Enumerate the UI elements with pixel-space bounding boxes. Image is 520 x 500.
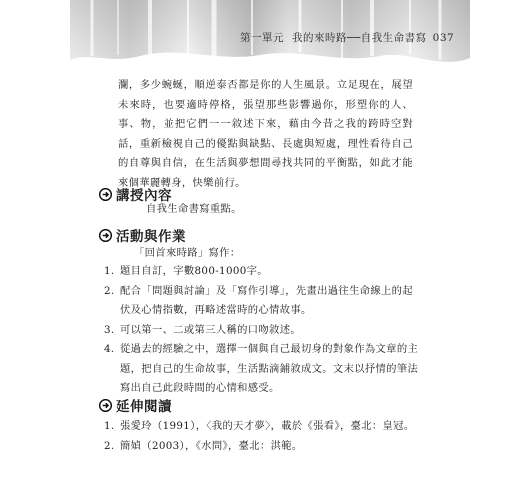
- list-item-text: 張愛玲（1991），〈我的天才夢〉，載於《張看》，臺北：皇冠。: [120, 420, 415, 432]
- running-header: [240, 30, 480, 45]
- list-item-number: 3.: [104, 323, 115, 336]
- list-item-text: 題目自訂，字數800-1000字。: [120, 265, 268, 277]
- activities-intro: 「回首來時路」寫作：: [134, 247, 241, 259]
- list-item: [104, 437, 419, 457]
- list-item: [104, 262, 419, 282]
- circle-arrow-icon: [99, 188, 112, 201]
- circle-arrow-icon: [99, 399, 112, 412]
- list-item-text: 從過去的經驗之中，選擇一個與自己最切身的對象作為文章的主題，把自己的生命故事，生活點滴鋪敘成文。文末以抒情的筆法寫出自己此段時間的心情和感受。: [120, 343, 419, 394]
- header-unit: 第一單元: [240, 32, 284, 44]
- section-heading-activities-label: 活動與作業: [116, 229, 186, 245]
- list-item-number: 1.: [104, 420, 115, 432]
- circle-arrow-icon: [99, 229, 112, 242]
- list-item-number: 2.: [104, 439, 115, 452]
- list-item: [104, 321, 419, 341]
- intro-paragraph: 瀾，多少蜿蜒，順逆泰否都是你的人生風景。立足現在，展望未來時，也要適時停格，張望那些影響過你，形塑你的人、事、物，並把它們一一敘述下來，藉由今昔之我的跨時空對話，重新檢視自己的優點與缺點、長處與短處，理性看待自己的自尊與自信，在生活與夢想間尋找共同的平衡點，如此才能來個華麗轉身，快樂前行。: [118, 79, 413, 189]
- section-heading-activities: [99, 225, 186, 245]
- list-item: [104, 282, 419, 321]
- list-item-text: 配合「問題與討論」及「寫作引導」，先畫出過往生命線上的起伏及心情指數，再略述當時的心情故事。: [120, 284, 413, 316]
- list-item-number: 1.: [104, 265, 115, 277]
- list-item-number: 2.: [104, 284, 115, 297]
- list-item-text: 可以第一、二或第三人稱的口吻敘述。: [120, 323, 301, 336]
- section-heading-reading: [99, 395, 172, 415]
- list-item-number: 4.: [104, 343, 115, 355]
- teaching-content: 自我生命書寫重點。: [146, 203, 242, 215]
- list-item: [104, 340, 419, 399]
- section-heading-teaching-label: 講授內容: [116, 188, 172, 204]
- page-number: 037: [432, 32, 455, 44]
- intro-paragraph-block: [118, 76, 413, 193]
- list-item-text: 簡媜（2003），《水問》，臺北：洪範。: [120, 439, 303, 452]
- reading-list: [104, 417, 419, 456]
- activities-list: [104, 262, 419, 399]
- header-title: 我的來時路──自我生命書寫: [292, 32, 427, 44]
- section-heading-reading-label: 延伸閱讀: [116, 399, 172, 415]
- list-item: [104, 417, 419, 437]
